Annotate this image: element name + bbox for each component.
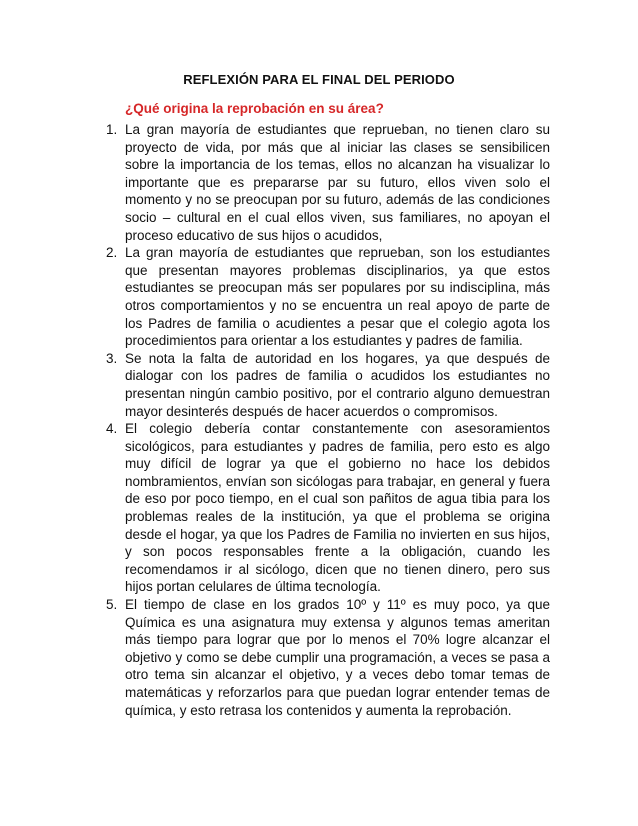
list-item-number: 2. [106,245,118,261]
list-item-text: La gran mayoría de estudiantes que reprueban, no tienen claro su proyecto de vida, por más que al iniciar las clases se sensibilicen sobre la importancia de los temas, ellos no alcanzan ha visualizar lo importante que es prepararse par su futuro, ellos viven solo el momento y no se preocupan por su futuro, además de las condiciones socio – cultural en el cual ellos viven, sus familiares, no apoyan el proceso educativo de sus hijos o acudidos, [125,122,550,243]
list-item-number: 1. [106,122,118,137]
document-title: REFLEXIÓN PARA EL FINAL DEL PERIODO [183,72,455,87]
list-item-text: Se nota la falta de autoridad en los hogares, ya que después de dialogar con los padres de familia o acudidos los estudiantes no presentan ningún cambio positivo, por el contrario alguno demuestran mayor desinterés después de hacer acuerdos o compromisos. [125,350,550,419]
list-item [106,244,550,350]
list-item [106,350,550,420]
list-item-number: 5. [106,597,118,613]
list-item-number: 3. [106,350,118,366]
list-item-text: El colegio debería contar constantemente con asesoramientos sicológicos, para estudiantes y padres de familia, pero esto es algo muy difícil de lograr ya que el gobierno no hace los debidos nombramientos, envían son sicólogas para trabajar, en general y fuera de eso por poco tiempo, en el cual son pañitos de agua tibia para los problemas reales de la institución, ya que el problema se origina desde el hogar, ya que los Padres de Familia no invierten en sus hijos, y son pocos responsables frente a la obligación, cuando les recomendamos ir al sicólogo, dicen que no tienen dinero, pero sus hijos portan celulares de última tecnología. [125,421,550,595]
list-item [106,420,550,596]
list-item-text: El tiempo de clase en los grados 10º y 11º es muy poco, ya que Química es una asignatura muy extensa y algunos temas ameritan más tiempo para lograr que por lo menos el 70% logre alcanzar el objetivo y como se debe cumplir una programación, a veces se pasa a otro tema sin alcanzar el objetivo, y a veces debo tomar temas de matemáticas y reforzarlos para que puedan lograr entender temas de química, y esto retrasa los contenidos y aumenta la reprobación. [125,597,550,718]
section-question: ¿Qué origina la reprobación en su área? [125,101,384,116]
list-item-text: La gran mayoría de estudiantes que reprueban, son los estudiantes que presentan mayores problemas disciplinarios, ya que estos estudiantes se preocupan más ser populares por su indisciplina, más otros comportamientos y no se encuentra un real apoyo de parte de los Padres de familia o acudientes a pesar que el colegio agota los procedimientos para orientar a los estudiantes y padres de familia. [125,245,550,349]
reasons-list [106,121,550,719]
list-item [106,121,550,244]
list-item-number: 4. [106,421,118,437]
list-item [106,596,550,719]
